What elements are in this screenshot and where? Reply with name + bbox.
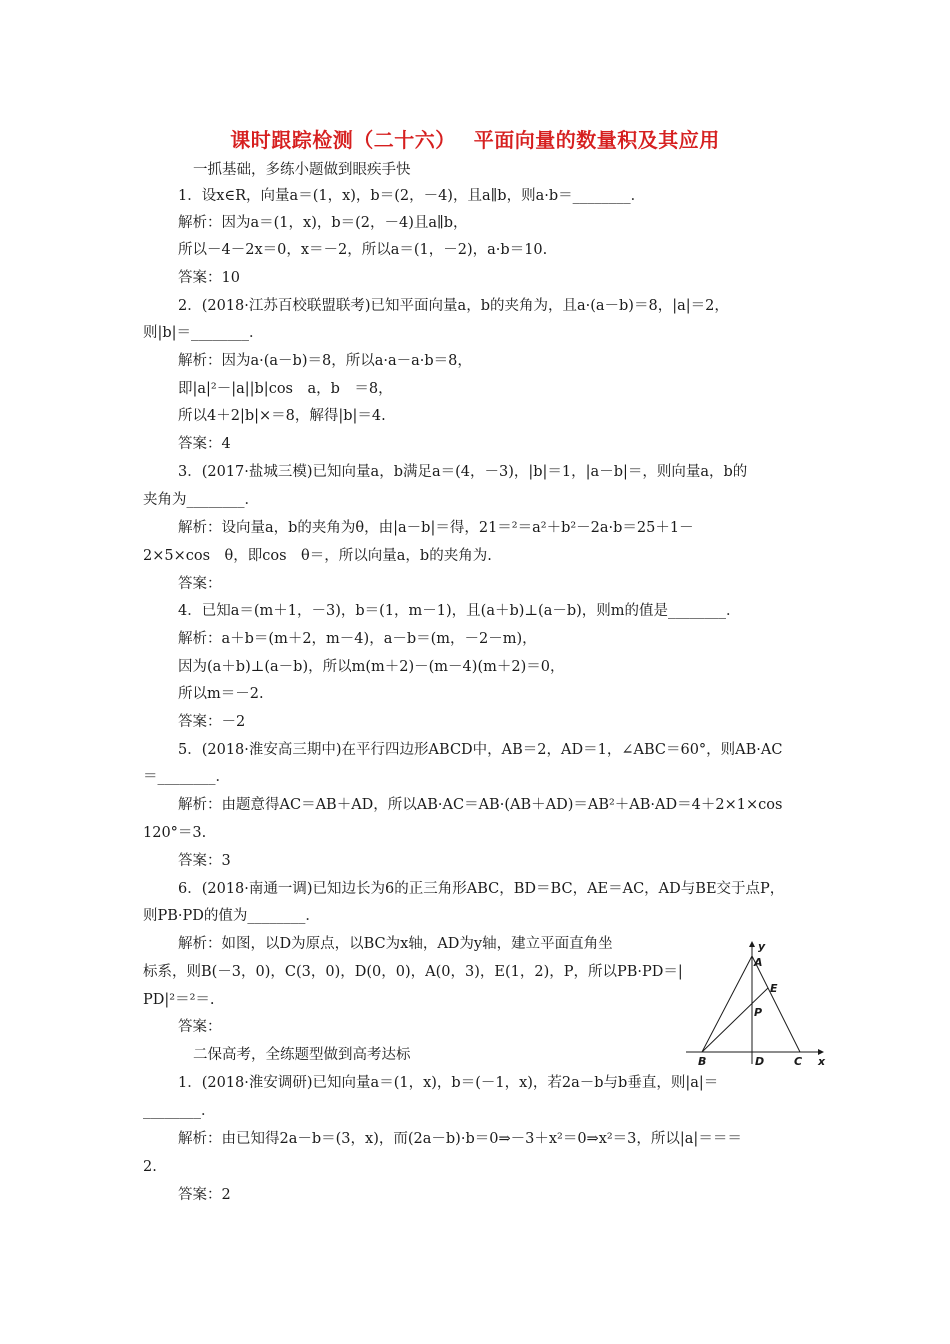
side-ab [702,956,752,1052]
solution-line: 解析：由已知得2a－b＝(3，x)，而(2a－b)·b＝0⇒－3＋x²＝0⇒x²＝3，所以|a|＝＝＝ [178,1131,742,1147]
solution-line: 解析：因为a·(a－b)＝8，所以a·a－a·b＝8， [178,353,472,369]
figure-label-e: E [770,982,778,995]
solution-line: 2×5×cos θ，即cos θ＝，所以向量a，b的夹角为. [143,548,492,564]
solution-line: 2. [143,1159,157,1175]
answer-6: 答案： [178,1019,222,1035]
section-heading-1: 一抓基础，多练小题做到眼疾手快 [193,162,411,178]
side-ac [752,956,800,1052]
solution-line: 解析：如图，以D为原点，以BC为x轴，AD为y轴，建立平面直角坐 [178,936,613,952]
figure-label-b: B [698,1055,707,1068]
problem-5-cont: ＝________． [143,769,230,785]
answer-1: 答案：10 [178,270,240,286]
problem-3-cont: 夹角为________． [143,492,259,508]
y-axis-arrow [749,941,755,947]
problem-6-cont: 则PB·PD的值为________． [143,908,320,924]
answer-2: 答案：4 [178,436,231,452]
figure-label-d: D [755,1055,765,1068]
solution-line: 解析：a＋b＝(m＋2，m－4)，a－b＝(m，－2－m)， [178,631,537,647]
problem-b1: 1．(2018·淮安调研)已知向量a＝(1，x)，b＝(－1，x)，若2a－b与b垂直，则|a|＝ [178,1075,719,1091]
problem-6: 6．(2018·南通一调)已知边长为6的正三角形ABC，BD＝BC，AE＝AC，AD与BE交于点P， [178,881,785,897]
problem-3: 3．(2017·盐城三模)已知向量a，b满足a＝(4，－3)，|b|＝1，|a－b|＝，则向量a，b的 [178,464,748,480]
problem-2: 2．(2018·江苏百校联盟联考)已知平面向量a，b的夹角为，且a·(a－b)＝8，|a|＝2， [178,298,729,314]
answer-4: 答案：－2 [178,714,246,730]
solution-line: 解析：设向量a，b的夹角为θ，由|a－b|＝得，21＝²＝a²＋b²－2a·b＝25＋1－ [178,520,694,536]
solution-line: 所以m＝－2. [178,686,264,702]
solution-line: 因为(a＋b)⊥(a－b)，所以m(m＋2)－(m－4)(m＋2)＝0， [178,659,565,675]
figure-label-x: x [818,1055,826,1068]
solution-line: 解析：因为a＝(1，x)，b＝(2，－4)且a∥b， [178,215,468,231]
solution-line: PD|²＝²＝. [143,992,215,1008]
solution-line: 120°＝3. [143,825,207,841]
problem-b1-cont: ________． [143,1103,216,1119]
answer-b1: 答案：2 [178,1187,231,1203]
page-title: 课时跟踪检测（二十六） 平面向量的数量积及其应用 [230,128,720,152]
solution-line: 所以4＋2|b|×＝8，解得|b|＝4. [178,408,386,424]
section-heading-2: 二保高考，全练题型做到高考达标 [193,1047,411,1063]
problem-4: 4．已知a＝(m＋1，－3)，b＝(1，m－1)，且(a＋b)⊥(a－b)，则m的值是________． [178,603,741,619]
figure-label-a: A [754,956,763,969]
figure-label-c: C [794,1055,803,1068]
solution-line: 解析：由题意得AC＝AB＋AD，所以AB·AC＝AB·(AB＋AD)＝AB²＋AB·AD＝4＋2×1×cos [178,797,783,813]
answer-3: 答案： [178,576,222,592]
figure-label-y: y [758,940,766,953]
solution-line: 即|a|²－|a||b|cos a，b ＝8， [178,381,393,397]
solution-line: 标系，则B(－3，0)，C(3，0)，D(0，0)，A(0，3)，E(1，2)，P，所以PB·PD＝| [143,964,683,980]
solution-line: 所以－4－2x＝0，x＝－2，所以a＝(1，－2)，a·b＝10. [178,242,548,258]
problem-1: 1．设x∈R，向量a＝(1，x)，b＝(2，－4)，且a∥b，则a·b＝________． [178,188,646,204]
triangle-figure [686,938,826,1068]
answer-5: 答案：3 [178,853,231,869]
problem-5: 5．(2018·淮安高三期中)在平行四边形ABCD中，AB＝2，AD＝1，∠ABC＝60°，则AB·AC [178,742,783,758]
problem-2-cont: 则|b|＝________． [143,325,264,341]
figure-label-p: P [754,1006,763,1019]
segment-be [702,988,768,1052]
